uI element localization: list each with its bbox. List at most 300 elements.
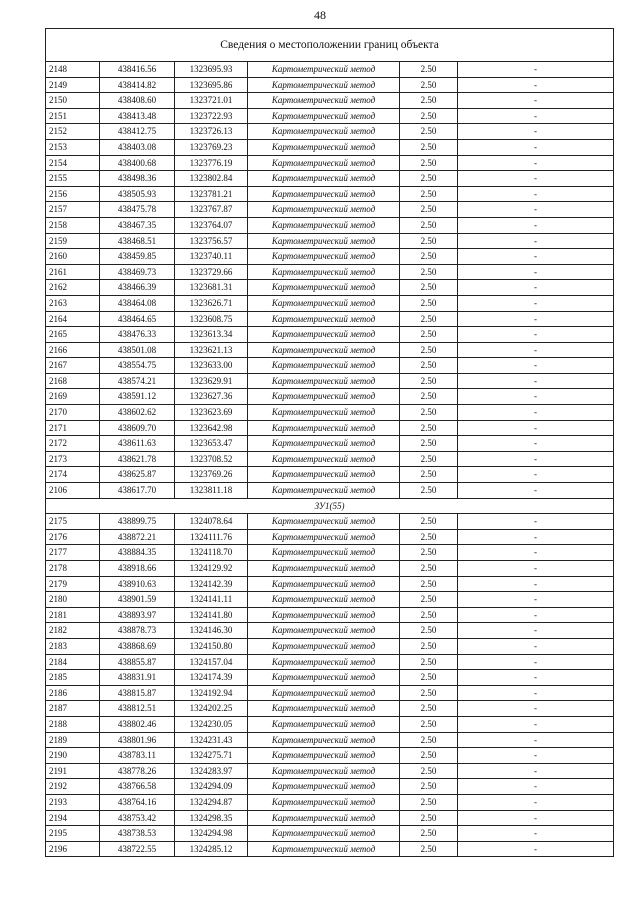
point-number: 2190: [46, 748, 100, 764]
accuracy-cell: 2.50: [400, 62, 458, 78]
x-coordinate: 438498.36: [100, 171, 175, 187]
table-row: [46, 654, 614, 670]
note-cell: -: [458, 748, 614, 764]
note-cell: -: [458, 139, 614, 155]
y-coordinate: 1323642.98: [175, 420, 248, 436]
y-coordinate: 1323629.91: [175, 373, 248, 389]
note-cell: -: [458, 732, 614, 748]
x-coordinate: 438501.08: [100, 342, 175, 358]
accuracy-cell: 2.50: [400, 826, 458, 842]
method-cell: Картометрический метод: [248, 716, 400, 732]
x-coordinate: 438855.87: [100, 654, 175, 670]
method-cell: Картометрический метод: [248, 202, 400, 218]
x-coordinate: 438801.96: [100, 732, 175, 748]
method-cell: Картометрический метод: [248, 93, 400, 109]
table-row: [46, 77, 614, 93]
y-coordinate: 1324294.09: [175, 779, 248, 795]
table-row: [46, 249, 614, 265]
note-cell: -: [458, 841, 614, 857]
y-coordinate: 1324111.76: [175, 529, 248, 545]
accuracy-cell: 2.50: [400, 716, 458, 732]
x-coordinate: 438621.78: [100, 451, 175, 467]
y-coordinate: 1324294.87: [175, 794, 248, 810]
x-coordinate: 438878.73: [100, 623, 175, 639]
note-cell: -: [458, 607, 614, 623]
y-coordinate: 1323729.66: [175, 264, 248, 280]
table-row: [46, 561, 614, 577]
method-cell: Картометрический метод: [248, 794, 400, 810]
x-coordinate: 438831.91: [100, 670, 175, 686]
x-coordinate: 438722.55: [100, 841, 175, 857]
table-row: [46, 264, 614, 280]
accuracy-cell: 2.50: [400, 763, 458, 779]
note-cell: -: [458, 217, 614, 233]
accuracy-cell: 2.50: [400, 436, 458, 452]
accuracy-cell: 2.50: [400, 358, 458, 374]
y-coordinate: 1323721.01: [175, 93, 248, 109]
table-row: [46, 483, 614, 499]
method-cell: Картометрический метод: [248, 139, 400, 155]
table-title-row: [46, 29, 614, 62]
point-number: 2162: [46, 280, 100, 296]
note-cell: -: [458, 436, 614, 452]
method-cell: Картометрический метод: [248, 342, 400, 358]
x-coordinate: 438413.48: [100, 108, 175, 124]
note-cell: -: [458, 295, 614, 311]
method-cell: Картометрический метод: [248, 841, 400, 857]
accuracy-cell: 2.50: [400, 93, 458, 109]
point-number: 2182: [46, 623, 100, 639]
x-coordinate: 438469.73: [100, 264, 175, 280]
point-number: 2158: [46, 217, 100, 233]
table-row: [46, 62, 614, 78]
point-number: 2154: [46, 155, 100, 171]
method-cell: Картометрический метод: [248, 529, 400, 545]
x-coordinate: 438475.78: [100, 202, 175, 218]
method-cell: Картометрический метод: [248, 405, 400, 421]
method-cell: Картометрический метод: [248, 654, 400, 670]
point-number: 2191: [46, 763, 100, 779]
accuracy-cell: 2.50: [400, 670, 458, 686]
method-cell: Картометрический метод: [248, 779, 400, 795]
y-coordinate: 1324285.12: [175, 841, 248, 857]
x-coordinate: 438464.08: [100, 295, 175, 311]
note-cell: -: [458, 467, 614, 483]
table-row: [46, 841, 614, 857]
x-coordinate: 438554.75: [100, 358, 175, 374]
x-coordinate: 438464.65: [100, 311, 175, 327]
x-coordinate: 438778.26: [100, 763, 175, 779]
method-cell: Картометрический метод: [248, 373, 400, 389]
x-coordinate: 438591.12: [100, 389, 175, 405]
table-row: [46, 139, 614, 155]
x-coordinate: 438400.68: [100, 155, 175, 171]
section-header-row: [46, 498, 614, 514]
point-number: 2177: [46, 545, 100, 561]
method-cell: Картометрический метод: [248, 451, 400, 467]
x-coordinate: 438459.85: [100, 249, 175, 265]
method-cell: Картометрический метод: [248, 763, 400, 779]
accuracy-cell: 2.50: [400, 124, 458, 140]
point-number: 2168: [46, 373, 100, 389]
method-cell: Картометрический метод: [248, 685, 400, 701]
y-coordinate: 1323769.23: [175, 139, 248, 155]
method-cell: Картометрический метод: [248, 327, 400, 343]
note-cell: -: [458, 716, 614, 732]
table-row: [46, 405, 614, 421]
point-number: 2194: [46, 810, 100, 826]
table-row: [46, 576, 614, 592]
method-cell: Картометрический метод: [248, 607, 400, 623]
table-row: [46, 607, 614, 623]
accuracy-cell: 2.50: [400, 607, 458, 623]
method-cell: Картометрический метод: [248, 280, 400, 296]
note-cell: -: [458, 576, 614, 592]
note-cell: -: [458, 670, 614, 686]
method-cell: Картометрический метод: [248, 389, 400, 405]
x-coordinate: 438884.35: [100, 545, 175, 561]
x-coordinate: 438764.16: [100, 794, 175, 810]
method-cell: Картометрический метод: [248, 592, 400, 608]
table-row: [46, 763, 614, 779]
method-cell: Картометрический метод: [248, 748, 400, 764]
y-coordinate: 1323756.57: [175, 233, 248, 249]
table-row: [46, 217, 614, 233]
x-coordinate: 438574.21: [100, 373, 175, 389]
y-coordinate: 1323776.19: [175, 155, 248, 171]
y-coordinate: 1324283.97: [175, 763, 248, 779]
point-number: 2179: [46, 576, 100, 592]
point-number: 2163: [46, 295, 100, 311]
accuracy-cell: 2.50: [400, 514, 458, 530]
table-row: [46, 311, 614, 327]
note-cell: -: [458, 592, 614, 608]
note-cell: -: [458, 685, 614, 701]
y-coordinate: 1323726.13: [175, 124, 248, 140]
table-row: [46, 794, 614, 810]
point-number: 2148: [46, 62, 100, 78]
method-cell: Картометрический метод: [248, 810, 400, 826]
y-coordinate: 1323621.13: [175, 342, 248, 358]
point-number: 2169: [46, 389, 100, 405]
note-cell: -: [458, 638, 614, 654]
table-row: [46, 124, 614, 140]
x-coordinate: 438467.35: [100, 217, 175, 233]
point-number: 2184: [46, 654, 100, 670]
method-cell: Картометрический метод: [248, 467, 400, 483]
point-number: 2176: [46, 529, 100, 545]
x-coordinate: 438625.87: [100, 467, 175, 483]
accuracy-cell: 2.50: [400, 654, 458, 670]
point-number: 2166: [46, 342, 100, 358]
page-number: 48: [314, 8, 326, 22]
table-row: [46, 327, 614, 343]
method-cell: Картометрический метод: [248, 483, 400, 499]
x-coordinate: 438899.75: [100, 514, 175, 530]
table-row: [46, 280, 614, 296]
x-coordinate: 438416.56: [100, 62, 175, 78]
x-coordinate: 438783.11: [100, 748, 175, 764]
point-number: 2160: [46, 249, 100, 265]
accuracy-cell: 2.50: [400, 327, 458, 343]
x-coordinate: 438468.51: [100, 233, 175, 249]
note-cell: -: [458, 358, 614, 374]
method-cell: Картометрический метод: [248, 670, 400, 686]
method-cell: Картометрический метод: [248, 623, 400, 639]
method-cell: Картометрический метод: [248, 545, 400, 561]
x-coordinate: 438403.08: [100, 139, 175, 155]
accuracy-cell: 2.50: [400, 529, 458, 545]
point-number: 2181: [46, 607, 100, 623]
accuracy-cell: 2.50: [400, 217, 458, 233]
x-coordinate: 438412.75: [100, 124, 175, 140]
method-cell: Картометрический метод: [248, 311, 400, 327]
table-row: [46, 373, 614, 389]
accuracy-cell: 2.50: [400, 592, 458, 608]
table-row: [46, 545, 614, 561]
point-number: 2180: [46, 592, 100, 608]
accuracy-cell: 2.50: [400, 732, 458, 748]
note-cell: -: [458, 654, 614, 670]
note-cell: -: [458, 124, 614, 140]
accuracy-cell: 2.50: [400, 155, 458, 171]
point-number: 2196: [46, 841, 100, 857]
x-coordinate: 438476.33: [100, 327, 175, 343]
method-cell: Картометрический метод: [248, 701, 400, 717]
x-coordinate: 438901.59: [100, 592, 175, 608]
note-cell: -: [458, 763, 614, 779]
accuracy-cell: 2.50: [400, 467, 458, 483]
y-coordinate: 1323653.47: [175, 436, 248, 452]
note-cell: -: [458, 155, 614, 171]
point-number: 2152: [46, 124, 100, 140]
table-row: [46, 748, 614, 764]
x-coordinate: 438408.60: [100, 93, 175, 109]
table-row: [46, 420, 614, 436]
y-coordinate: 1323633.00: [175, 358, 248, 374]
y-coordinate: 1324202.25: [175, 701, 248, 717]
x-coordinate: 438609.70: [100, 420, 175, 436]
y-coordinate: 1323695.93: [175, 62, 248, 78]
note-cell: -: [458, 794, 614, 810]
x-coordinate: 438802.46: [100, 716, 175, 732]
note-cell: -: [458, 826, 614, 842]
x-coordinate: 438918.66: [100, 561, 175, 577]
table-row: [46, 732, 614, 748]
note-cell: -: [458, 420, 614, 436]
y-coordinate: 1324192.94: [175, 685, 248, 701]
table-row: [46, 295, 614, 311]
point-number: 2189: [46, 732, 100, 748]
y-coordinate: 1324275.71: [175, 748, 248, 764]
method-cell: Картометрический метод: [248, 826, 400, 842]
x-coordinate: 438872.21: [100, 529, 175, 545]
y-coordinate: 1324174.39: [175, 670, 248, 686]
point-number: 2178: [46, 561, 100, 577]
table-row: [46, 202, 614, 218]
point-number: 2153: [46, 139, 100, 155]
point-number: 2173: [46, 451, 100, 467]
point-number: 2161: [46, 264, 100, 280]
note-cell: -: [458, 405, 614, 421]
note-cell: -: [458, 701, 614, 717]
y-coordinate: 1323626.71: [175, 295, 248, 311]
y-coordinate: 1323708.52: [175, 451, 248, 467]
point-number: 2195: [46, 826, 100, 842]
method-cell: Картометрический метод: [248, 186, 400, 202]
y-coordinate: 1324142.39: [175, 576, 248, 592]
y-coordinate: 1324129.92: [175, 561, 248, 577]
y-coordinate: 1324298.35: [175, 810, 248, 826]
note-cell: -: [458, 623, 614, 639]
note-cell: -: [458, 202, 614, 218]
table-row: [46, 108, 614, 124]
note-cell: -: [458, 249, 614, 265]
table-row: [46, 701, 614, 717]
point-number: 2192: [46, 779, 100, 795]
note-cell: -: [458, 451, 614, 467]
method-cell: Картометрический метод: [248, 264, 400, 280]
method-cell: Картометрический метод: [248, 420, 400, 436]
table-row: [46, 389, 614, 405]
table-row: [46, 171, 614, 187]
note-cell: -: [458, 373, 614, 389]
table-row: [46, 716, 614, 732]
x-coordinate: 438611.63: [100, 436, 175, 452]
accuracy-cell: 2.50: [400, 545, 458, 561]
note-cell: -: [458, 93, 614, 109]
accuracy-cell: 2.50: [400, 405, 458, 421]
method-cell: Картометрический метод: [248, 561, 400, 577]
table-row: [46, 514, 614, 530]
y-coordinate: 1324230.05: [175, 716, 248, 732]
point-number: 2171: [46, 420, 100, 436]
y-coordinate: 1324141.80: [175, 607, 248, 623]
accuracy-cell: 2.50: [400, 77, 458, 93]
method-cell: Картометрический метод: [248, 295, 400, 311]
y-coordinate: 1323740.11: [175, 249, 248, 265]
point-number: 2183: [46, 638, 100, 654]
point-number: 2106: [46, 483, 100, 499]
x-coordinate: 438868.69: [100, 638, 175, 654]
y-coordinate: 1323781.21: [175, 186, 248, 202]
point-number: 2174: [46, 467, 100, 483]
table-row: [46, 436, 614, 452]
point-number: 2185: [46, 670, 100, 686]
accuracy-cell: 2.50: [400, 280, 458, 296]
table-row: [46, 592, 614, 608]
x-coordinate: 438505.93: [100, 186, 175, 202]
accuracy-cell: 2.50: [400, 108, 458, 124]
point-number: 2172: [46, 436, 100, 452]
x-coordinate: 438893.97: [100, 607, 175, 623]
y-coordinate: 1324157.04: [175, 654, 248, 670]
accuracy-cell: 2.50: [400, 794, 458, 810]
x-coordinate: 438466.39: [100, 280, 175, 296]
point-number: 2155: [46, 171, 100, 187]
y-coordinate: 1323695.86: [175, 77, 248, 93]
accuracy-cell: 2.50: [400, 171, 458, 187]
point-number: 2149: [46, 77, 100, 93]
accuracy-cell: 2.50: [400, 748, 458, 764]
y-coordinate: 1324118.70: [175, 545, 248, 561]
y-coordinate: 1324141.11: [175, 592, 248, 608]
accuracy-cell: 2.50: [400, 841, 458, 857]
note-cell: -: [458, 389, 614, 405]
method-cell: Картометрический метод: [248, 155, 400, 171]
point-number: 2186: [46, 685, 100, 701]
point-number: 2187: [46, 701, 100, 717]
note-cell: -: [458, 514, 614, 530]
y-coordinate: 1323623.69: [175, 405, 248, 421]
y-coordinate: 1323681.31: [175, 280, 248, 296]
accuracy-cell: 2.50: [400, 623, 458, 639]
accuracy-cell: 2.50: [400, 373, 458, 389]
point-number: 2188: [46, 716, 100, 732]
note-cell: -: [458, 280, 614, 296]
method-cell: Картометрический метод: [248, 108, 400, 124]
table-row: [46, 155, 614, 171]
y-coordinate: 1323811.18: [175, 483, 248, 499]
table-row: [46, 623, 614, 639]
table-row: [46, 233, 614, 249]
note-cell: -: [458, 62, 614, 78]
y-coordinate: 1324150.80: [175, 638, 248, 654]
accuracy-cell: 2.50: [400, 810, 458, 826]
method-cell: Картометрический метод: [248, 576, 400, 592]
method-cell: Картометрический метод: [248, 436, 400, 452]
y-coordinate: 1323608.75: [175, 311, 248, 327]
note-cell: -: [458, 264, 614, 280]
y-coordinate: 1323613.34: [175, 327, 248, 343]
table-row: [46, 342, 614, 358]
accuracy-cell: 2.50: [400, 202, 458, 218]
method-cell: Картометрический метод: [248, 233, 400, 249]
method-cell: Картометрический метод: [248, 249, 400, 265]
method-cell: Картометрический метод: [248, 732, 400, 748]
table-row: [46, 451, 614, 467]
table-row: [46, 638, 614, 654]
note-cell: -: [458, 342, 614, 358]
accuracy-cell: 2.50: [400, 576, 458, 592]
accuracy-cell: 2.50: [400, 451, 458, 467]
y-coordinate: 1324078.64: [175, 514, 248, 530]
accuracy-cell: 2.50: [400, 389, 458, 405]
note-cell: -: [458, 108, 614, 124]
y-coordinate: 1324231.43: [175, 732, 248, 748]
point-number: 2164: [46, 311, 100, 327]
note-cell: -: [458, 810, 614, 826]
x-coordinate: 438815.87: [100, 685, 175, 701]
point-number: 2151: [46, 108, 100, 124]
table-row: [46, 358, 614, 374]
y-coordinate: 1323722.93: [175, 108, 248, 124]
accuracy-cell: 2.50: [400, 561, 458, 577]
x-coordinate: 438602.62: [100, 405, 175, 421]
accuracy-cell: 2.50: [400, 483, 458, 499]
point-number: 2170: [46, 405, 100, 421]
method-cell: Картометрический метод: [248, 358, 400, 374]
accuracy-cell: 2.50: [400, 233, 458, 249]
accuracy-cell: 2.50: [400, 295, 458, 311]
accuracy-cell: 2.50: [400, 249, 458, 265]
x-coordinate: 438766.58: [100, 779, 175, 795]
y-coordinate: 1323767.87: [175, 202, 248, 218]
table-row: [46, 670, 614, 686]
y-coordinate: 1324294.98: [175, 826, 248, 842]
x-coordinate: 438738.53: [100, 826, 175, 842]
note-cell: -: [458, 77, 614, 93]
